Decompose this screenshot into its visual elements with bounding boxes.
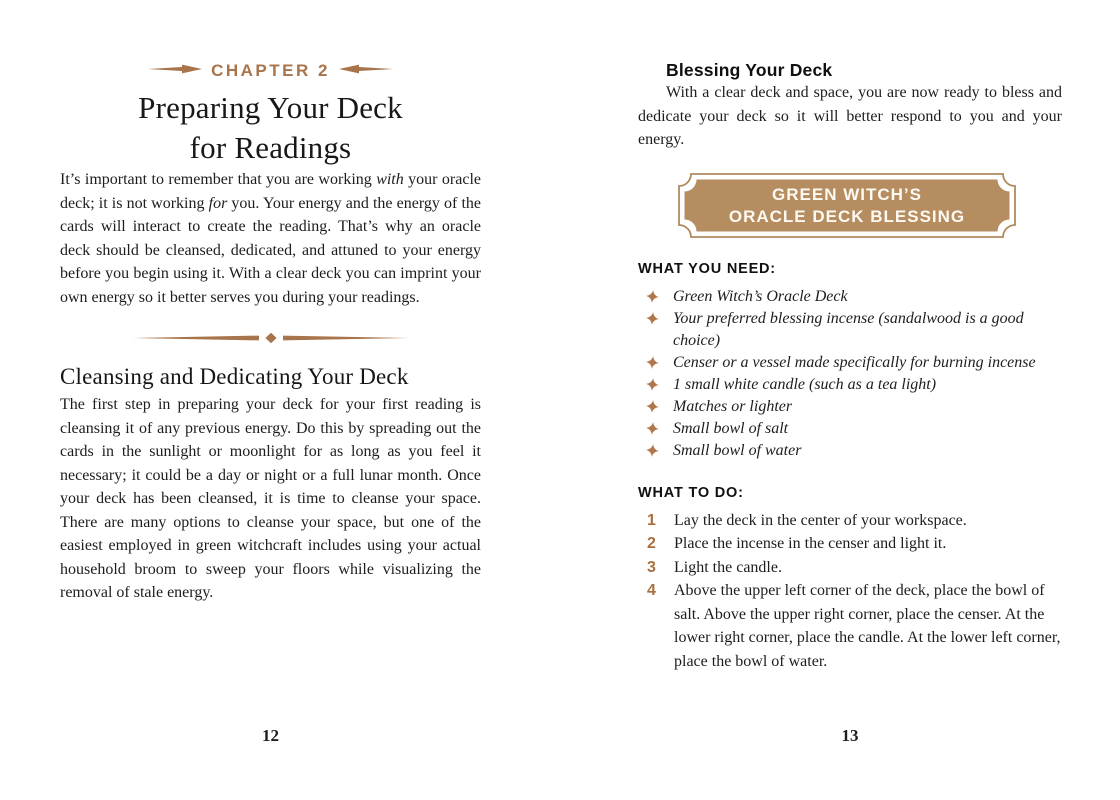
section-paragraph: The first step in preparing your deck for your first reading is cleansing it of any previous energy. Do this by spreading out the cards in the sunlight or moonlight for as long as you feel it necessary; it could be a day or night or a full lunar month. Once your deck has been cleansed, it is time to cleanse your space. There are many options to cleanse your space, but one of the easiest employed in green witchcraft includes using your actual household broom to sweep your floors while visualizing the removal of stale energy. [60, 396, 481, 601]
list-item [638, 532, 1062, 556]
list-item [638, 352, 1062, 374]
page-number-right: 13 [841, 726, 859, 745]
chapter-arrow-left-icon [148, 62, 202, 80]
star-bullet-icon [646, 444, 659, 462]
step-number: 4 [647, 582, 656, 599]
chapter-label: CHAPTER 2 [211, 61, 330, 80]
list-item [638, 286, 1062, 308]
step-number: 3 [647, 558, 656, 576]
banner-title-line1: GREEN WITCH’S [772, 184, 922, 204]
step-text: Place the incense in the censer and light it. [674, 535, 947, 552]
list-item [638, 509, 1062, 533]
step-number: 1 [647, 511, 656, 529]
blessing-banner [678, 173, 1016, 238]
list-item-label: Matches or lighter [673, 397, 793, 415]
page-number-left: 12 [262, 726, 279, 745]
list-item [638, 579, 1062, 673]
left-page [60, 50, 481, 750]
blessing-intro-paragraph: With a clear deck and space, you are now ready to bless and dedicate your deck so it will better respond to you and your energy. [638, 84, 1062, 148]
list-item-label: Censer or a vessel made specifically for burning incense [673, 353, 1036, 371]
what-to-do-list [638, 509, 1062, 674]
section-heading: Cleansing and Dedicating Your Deck [60, 364, 409, 389]
chapter-title [60, 88, 481, 168]
star-bullet-icon [646, 356, 659, 374]
step-number: 2 [647, 535, 656, 552]
list-item [638, 396, 1062, 418]
list-item [638, 556, 1062, 580]
list-item [638, 308, 1062, 352]
chapter-title-line2: for Readings [189, 130, 352, 165]
star-bullet-icon [646, 312, 659, 352]
star-bullet-icon [646, 422, 659, 440]
blessing-subheading: Blessing Your Deck [666, 60, 833, 80]
list-item-label: Your preferred blessing incense (sandalwood is a good choice) [673, 309, 1024, 349]
star-bullet-icon [646, 290, 659, 308]
banner-title-line2: ORACLE DECK BLESSING [728, 206, 966, 226]
list-item-label: Small bowl of salt [673, 419, 789, 437]
chapter-header [60, 62, 481, 80]
list-item-label: Small bowl of water [673, 441, 802, 459]
intro-paragraph: It’s important to remember that you are working with your oracle deck; it is not working for you. Your energy and the energy of the cards will interact to create the reading. That’s why an oracle deck should be cleansed, dedicated, and attuned to your energy before you begin using it. With a clear deck you can imprint your own energy so it better serves you during your readings. [60, 171, 482, 306]
right-page [638, 50, 1062, 750]
what-you-need-heading: WHAT YOU NEED: [638, 260, 776, 277]
list-item [638, 418, 1062, 440]
star-bullet-icon [646, 400, 659, 418]
blessing-banner-title [678, 173, 1016, 238]
step-text: Above the upper left corner of the deck, place the bowl of salt. Above the upper right corner, place the censer. At the lower right corner, place the candle. At the lower left corner, place the bowl of water. [674, 582, 1061, 670]
what-you-need-list [638, 286, 1062, 462]
section-divider-ornament-icon [60, 331, 481, 345]
step-text: Light the candle. [674, 558, 782, 576]
star-bullet-icon [646, 378, 659, 396]
step-text: Lay the deck in the center of your workspace. [674, 511, 967, 529]
list-item-label: 1 small white candle (such as a tea light) [673, 375, 937, 393]
list-item [638, 374, 1062, 396]
list-item [638, 440, 1062, 462]
chapter-arrow-right-icon [339, 62, 393, 80]
chapter-title-line1: Preparing Your Deck [138, 90, 403, 125]
list-item-label: Green Witch’s Oracle Deck [673, 287, 848, 305]
what-to-do-heading: WHAT TO DO: [638, 484, 744, 501]
